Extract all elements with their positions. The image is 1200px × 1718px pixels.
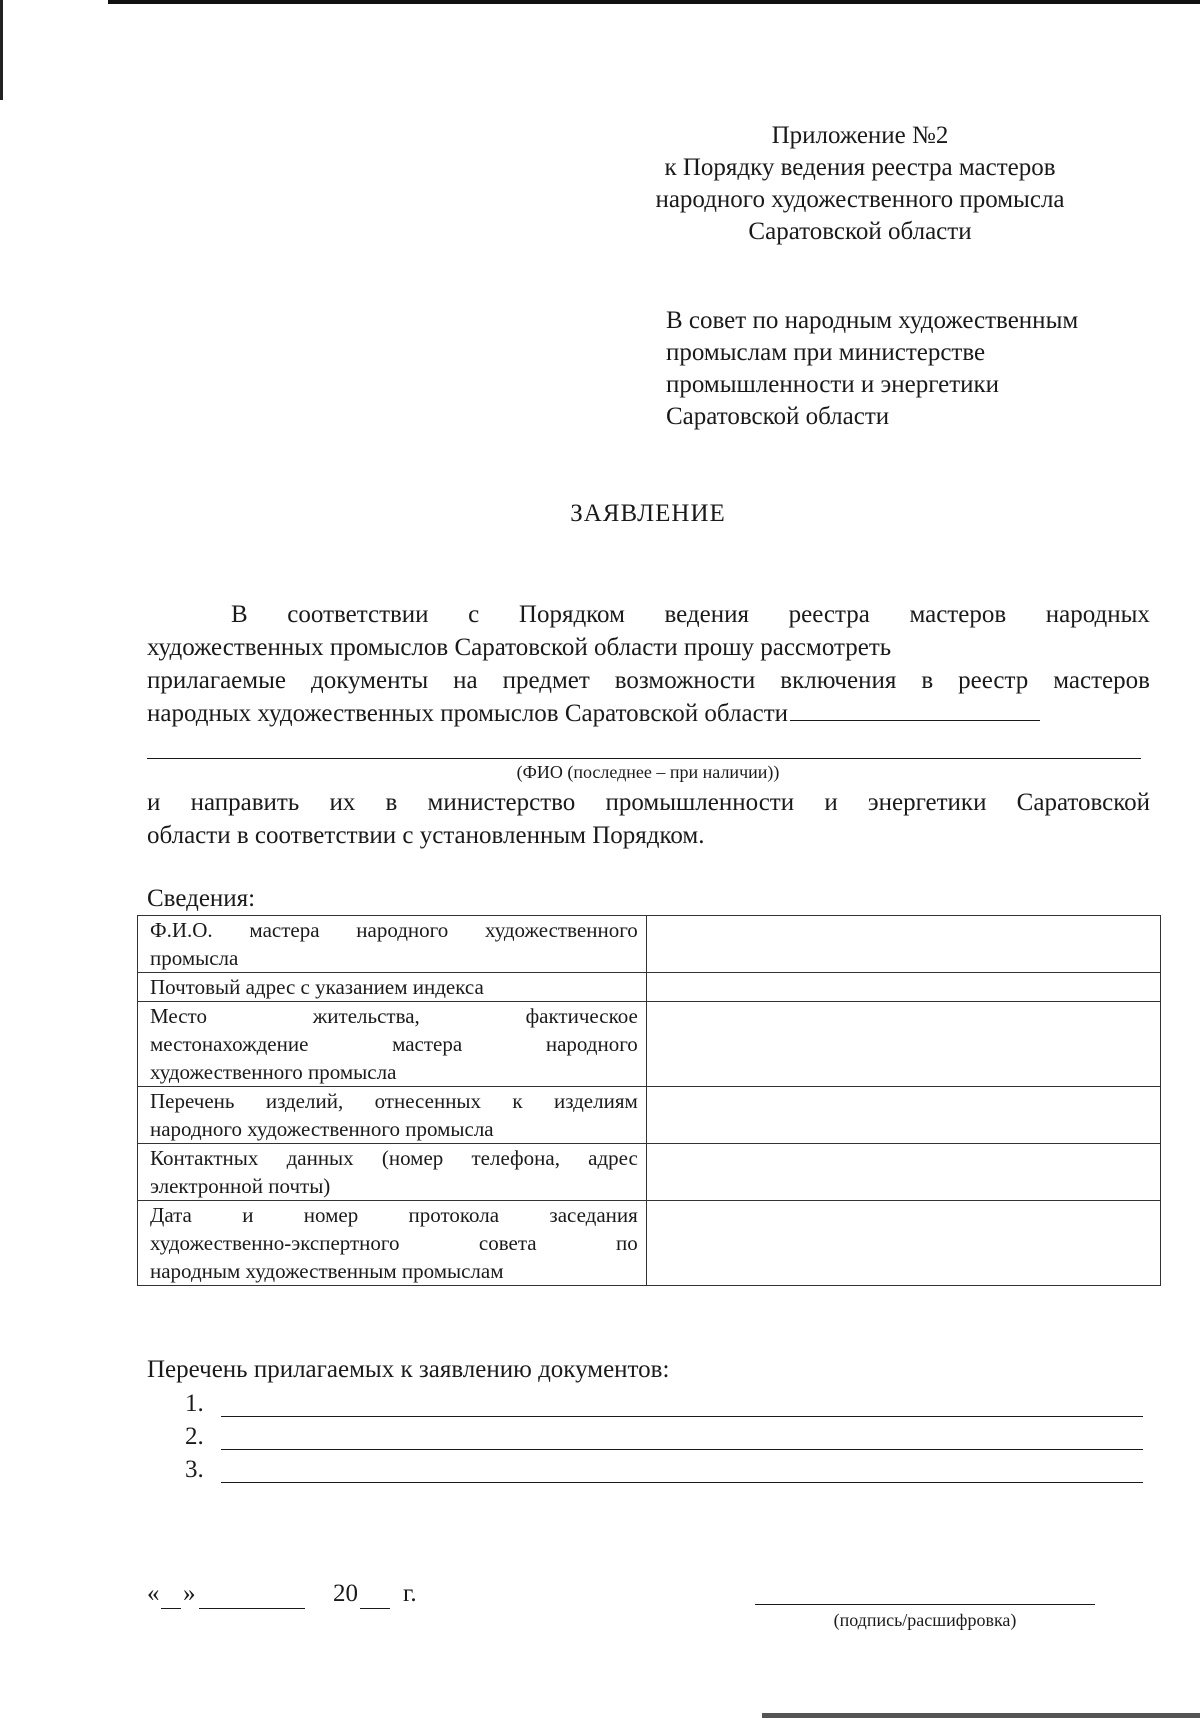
appendix-line: Саратовской области (748, 218, 972, 245)
date-field (147, 1580, 447, 1616)
attachment-number: 1. (185, 1390, 204, 1417)
day-blank (161, 1608, 181, 1609)
word: электронной почты) (150, 1174, 331, 1198)
appendix-header (600, 120, 1120, 248)
word: адрес (588, 1146, 638, 1170)
word: возможности (614, 667, 756, 694)
attachment-blank (221, 1449, 1143, 1450)
statement-line-3 (147, 664, 1150, 697)
statement-line-2: художественных промыслов Саратовской области прошу рассмотреть (147, 634, 892, 661)
info-table (137, 915, 1161, 1286)
statement-line-4 (147, 697, 1150, 730)
word: изделий, (265, 1089, 344, 1113)
word: (номер (381, 1146, 444, 1170)
attachment-number: 3. (185, 1456, 204, 1483)
addressee-line: промышленности и энергетики (666, 371, 1000, 398)
attachment-blank (221, 1416, 1143, 1417)
direction-paragraph (147, 786, 1150, 852)
info-row (138, 1201, 1161, 1286)
info-row (138, 916, 1161, 973)
word: художественно-экспертного (150, 1231, 400, 1255)
word: в (921, 667, 934, 694)
info-row (138, 1144, 1161, 1201)
word: и (242, 1203, 254, 1227)
word: и (824, 789, 838, 816)
info-value-cell[interactable] (646, 973, 1160, 1002)
word: В (231, 601, 248, 628)
word: документы (310, 667, 429, 694)
year-blank (360, 1608, 390, 1609)
word: Саратовской (1016, 789, 1150, 816)
appendix-line: к Порядку ведения реестра мастеров (664, 154, 1056, 181)
word: мастеров (909, 601, 1007, 628)
word: художественного (485, 918, 638, 942)
info-label-cell (138, 1144, 647, 1201)
word: народного художественного промысла (150, 1117, 494, 1141)
word: промышленности (605, 789, 795, 816)
info-value-cell[interactable] (646, 916, 1160, 973)
word: в (385, 789, 398, 816)
word: реестр (958, 667, 1029, 694)
statement-paragraph (147, 598, 1150, 730)
info-label-line (150, 1201, 638, 1229)
scan-left-edge (0, 0, 3, 100)
statement-line-4-text: народных художественных промыслов Саратовской области (147, 700, 789, 727)
info-value-cell[interactable] (646, 1087, 1160, 1144)
word: включения (780, 667, 897, 694)
word: протокола (408, 1203, 500, 1227)
scan-top-edge (108, 0, 1200, 4)
word: мастера (392, 1032, 463, 1056)
addressee-line: Саратовской области (666, 403, 890, 430)
word: мастера (249, 918, 320, 942)
attachment-blank (221, 1482, 1143, 1483)
word: и (147, 789, 161, 816)
word: Контактных (150, 1146, 259, 1170)
scan-bottom-mark (762, 1713, 1200, 1718)
statement-line-1 (147, 598, 1150, 631)
word: ведения (664, 601, 749, 628)
word: совета (478, 1231, 537, 1255)
word: Место (150, 1004, 207, 1028)
word: народного (356, 918, 449, 942)
info-row (138, 1087, 1161, 1144)
appendix-line: народного художественного промысла (655, 186, 1065, 213)
word: художественного промысла (150, 1060, 397, 1084)
info-label-cell (138, 1002, 647, 1087)
word: телефона, (471, 1146, 560, 1170)
signature-caption: (подпись/расшифровка) (833, 1610, 1017, 1630)
word: отнесенных (374, 1089, 482, 1113)
date-close-quote: » (183, 1580, 196, 1607)
word: местонахождение (150, 1032, 309, 1056)
attachment-item (185, 1456, 1143, 1486)
info-label-line (150, 916, 638, 944)
addressee-block (666, 305, 1166, 433)
info-label-line (150, 1172, 638, 1200)
addressee-line: промыслам при министерстве (666, 339, 986, 366)
info-value-cell[interactable] (646, 1201, 1160, 1286)
word: на (453, 667, 478, 694)
info-row (138, 973, 1161, 1002)
direction-line-1 (147, 786, 1150, 819)
word: мастеров (1053, 667, 1150, 694)
attachment-item (185, 1423, 1143, 1453)
info-label-cell (138, 973, 647, 1002)
date-open-quote: « (147, 1580, 160, 1607)
word: фактическое (525, 1004, 638, 1028)
fio-blank-line (147, 758, 1141, 759)
attachment-item (185, 1390, 1143, 1420)
word: энергетики (867, 789, 987, 816)
word: Дата (150, 1203, 192, 1227)
info-label-line (150, 1229, 638, 1257)
word: направить (190, 789, 300, 816)
direction-line-2: области в соответствии с установленным Порядком. (147, 822, 705, 849)
info-label-line (150, 1058, 638, 1086)
word: министерство (427, 789, 576, 816)
info-label-cell (138, 916, 647, 973)
info-label-cell (138, 1201, 647, 1286)
word: с (468, 601, 480, 628)
word: к (512, 1089, 523, 1113)
word: соответствии (287, 601, 429, 628)
info-row (138, 1002, 1161, 1087)
word: Ф.И.О. (150, 918, 213, 942)
fio-blank-inline (790, 698, 1040, 721)
word: номер (303, 1203, 359, 1227)
word: заседания (549, 1203, 638, 1227)
signature-line (755, 1604, 1095, 1605)
word: народным художественным промыслам (150, 1259, 504, 1283)
appendix-line: Приложение №2 (771, 122, 949, 149)
word: Перечень (150, 1089, 235, 1113)
fio-caption: (ФИО (последнее – при наличии)) (516, 762, 780, 782)
info-value-cell[interactable] (646, 1144, 1160, 1201)
attachment-number: 2. (185, 1423, 204, 1450)
word: народных (1045, 601, 1150, 628)
word: реестра (788, 601, 870, 628)
word: данных (286, 1146, 354, 1170)
word: предмет (502, 667, 590, 694)
addressee-line: В совет по народным художественным (666, 307, 1079, 334)
date-century: 20 (333, 1580, 358, 1607)
word: их (329, 789, 356, 816)
attachments-heading: Перечень прилагаемых к заявлению документов: (147, 1356, 670, 1383)
word: жительства, (312, 1004, 420, 1028)
word: промысла (150, 946, 239, 970)
info-label-line (150, 1087, 638, 1115)
info-label-line (150, 1002, 638, 1030)
info-heading: Сведения: (147, 885, 256, 912)
month-blank (199, 1608, 305, 1609)
info-label-line (150, 1115, 638, 1143)
info-value-cell[interactable] (646, 1002, 1160, 1087)
info-label-line (150, 1030, 638, 1058)
word: изделиям (553, 1089, 638, 1113)
document-title: ЗАЯВЛЕНИЕ (570, 500, 726, 527)
info-label-line (150, 973, 638, 1001)
word: народного (545, 1032, 638, 1056)
info-label-cell (138, 1087, 647, 1144)
info-label-line (150, 1144, 638, 1172)
word: Почтовый адрес с указанием индекса (150, 975, 484, 999)
word: Порядком (518, 601, 625, 628)
info-label-line (150, 944, 638, 972)
word: прилагаемые (147, 667, 286, 694)
info-label-line (150, 1257, 638, 1285)
date-year-suffix: г. (403, 1580, 417, 1607)
word: по (616, 1231, 638, 1255)
